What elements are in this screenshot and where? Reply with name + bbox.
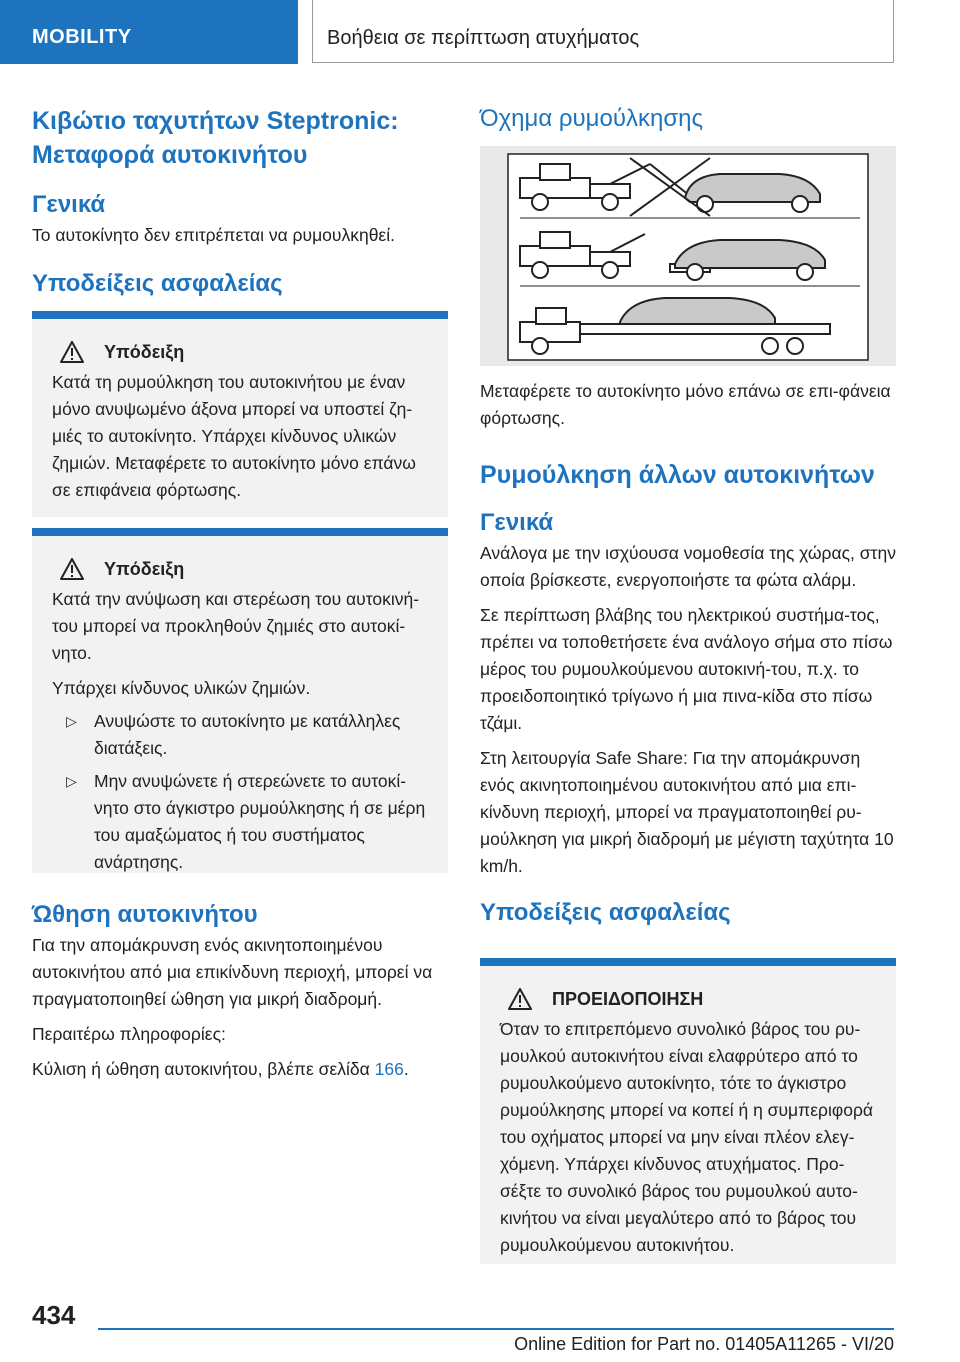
page-link[interactable]: 166 [374,1059,404,1079]
notice-text-2: Υπάρχει κίνδυνος υλικών ζημιών. [52,678,311,698]
warning-triangle-icon [60,341,84,363]
notice-title: Υπόδειξη [104,342,185,362]
list-item: ▷ Ανυψώστε το αυτοκίνητο με κατάλληλες διατάξεις. [52,708,428,762]
other-vehicles-title: Ρυμούλκηση άλλων αυτοκινήτων [480,461,875,489]
bullet-triangle-icon: ▷ [66,773,77,789]
warning-title: ΠΡΟΕΙΔΟΠΟΙΗΣΗ [552,989,704,1009]
general-text: Το αυτοκίνητο δεν επιτρέπεται να ρυμουλκηθεί. [32,225,395,245]
safety-heading: Υποδείξεις ασφαλείας [32,270,283,297]
warning-triangle-icon [508,988,532,1010]
push-text: Για την απομάκρυνση ενός ακινητοποιημένου αυτοκινήτου από μια επικίνδυνη περιοχή, μπορεί να πραγματοποιηθεί ώθηση για μικρή διαδρομή. [32,935,433,1009]
hazard-lights-text: Ανάλογα με την ισχύουσα νομοθεσία της χώρας, στην οποία βρίσκεστε, ενεργοποιήστε τα φώτα αλάρμ. [480,543,896,590]
left-intro [32,104,450,299]
general-heading: Γενικά [32,191,106,218]
warning-triangle-icon [60,558,84,580]
tow-heading: Όχημα ρυμούλκησης [480,105,704,132]
chapter-header [312,0,894,63]
list-item: ▷ Μην ανυψώνετε ή στερεώνετε το αυτοκί-νητο στο άγκιστρο ρυμούλκησης ή σε μέρη του αμαξώματος ή του συστήματος ανάρτησης. [52,768,428,876]
electrical-failure-text: Σε περίπτωση βλάβης του ηλεκτρικού συστήμα-τος, πρέπει να τοποθετήσετε ένα ανάλογο σήμα στο πίσω μέρος του ρυμουλκούμενου αυτοκινή-του, π.χ. το προειδοποιητικό τρίγωνο ή μια πινα-κίδα στο πίσω τζάμι. [480,605,893,733]
section-title: Κιβώτιο ταχυτήτων Steptronic: Μεταφορά αυτοκινήτου [32,107,399,169]
right-content [480,378,896,928]
figure-caption: Μεταφέρετε το αυτοκίνητο μόνο επάνω σε επι-φάνεια φόρτωσης. [480,381,891,428]
page-reference: Κύλιση ή ώθηση αυτοκινήτου, βλέπε σελίδα 166. [32,1059,409,1079]
warning-text: Όταν το επιτρεπόμενο συνολικό βάρος του ρυ-μουλκού αυτοκινήτου είναι ελαφρύτερο από το ρυμουλκούμενο αυτοκίνητο, τότε το άγκιστρο ρυμούλκησης μπορεί να κοπεί ή η συμπεριφορά του οχήματος μπορεί να μην είναι πλέον ελεγ-χόμενη. Υπάρχει κίνδυνος ατυχήματος. Προ-σέξτε το συνολικό βάρος του ρυμουλκού αυτο-κινήτου να είναι μεγαλύτερο από το βάρος του ρυμουλκούμενου αυτοκινήτου. [500,1019,874,1255]
right-tow-heading-wrap [480,104,898,134]
tow-vehicles-image [480,146,896,366]
notice-text: Κατά την ανύψωση και στερέωση του αυτοκινή-του μπορεί να προκληθούν ζημιές στο αυτοκί-νητο. [52,589,420,663]
notice-text: Κατά τη ρυμούλκηση του αυτοκινήτου με έναν μόνο ανυψωμένο άξονα μπορεί να υποστεί ζη-μιές το αυτοκίνητο. Υπάρχει κίνδυνος υλικών ζημιών. Μεταφέρετε το αυτοκίνητο μόνο επάνω σε επιφάνεια φόρτωσης. [52,372,416,500]
page-number: 434 [32,1300,76,1330]
towing-illustration [480,146,896,366]
notice-title: Υπόδειξη [104,559,185,579]
section-label: MOBILITY [32,26,132,48]
notice-box-2 [32,528,448,873]
left-push [32,900,448,1083]
footer-divider [98,1328,894,1330]
push-heading: Ώθηση αυτοκινήτου [32,901,258,928]
safety-heading-right: Υποδείξεις ασφαλείας [480,899,731,926]
safe-share-text: Στη λειτουργία Safe Share: Για την απομάκρυνση ενός ακινητοποιημένου αυτοκινήτου από μια επι-κίνδυνη περιοχή, μπορεί να πραγματοποιηθεί ρυ-μούλκηση για μικρή διαδρομή με μέγιστη ταχύτητα 10 km/h. [480,748,894,876]
chapter-title: Βοήθεια σε περίπτωση ατυχήματος [327,27,640,49]
edition-footer: Online Edition for Part no. 01405A11265 - VI/20 [514,1334,894,1354]
general-heading-right: Γενικά [480,509,554,536]
more-info-label: Περαιτέρω πληροφορίες: [32,1024,226,1044]
section-tab[interactable] [0,0,298,64]
warning-box [480,958,896,1264]
bullet-triangle-icon: ▷ [66,713,77,729]
notice-box-1 [32,311,448,517]
